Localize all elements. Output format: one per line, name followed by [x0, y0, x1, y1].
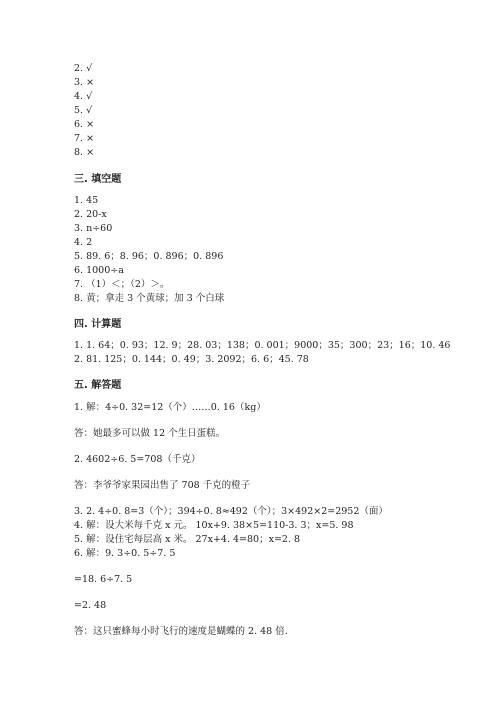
- word-problem-4: 4. 解：设大米每千克 x 元。 10x+9. 38×5=110-3. 3；x=5. 98: [74, 520, 354, 531]
- word-problem-5: 5. 解：设住宅每层高 x 米。 27x+4. 4=80；x=2. 8: [74, 534, 301, 545]
- calculation-answer: 2. 81. 125；0. 144；0. 49；3. 2092；6. 6；45. 78: [74, 354, 309, 365]
- word-problem-6-answer: 答：这只蜜蜂每小时飞行的速度是蝴蝶的 2. 48 倍.: [74, 626, 288, 637]
- fill-blank-answer: 4. 2: [74, 237, 93, 248]
- judgement-answer-5: 5. √: [74, 105, 93, 116]
- section-title-word-problems: 五. 解答题: [74, 380, 122, 391]
- judgement-answer-7: 7. ×: [74, 133, 95, 144]
- word-problem-3: 3. 2. 4÷0. 8=3（个）；394÷0. 8≈492（个）；3×492×2=2952（面）: [74, 506, 388, 517]
- judgement-answer-2: 2. √: [74, 63, 93, 74]
- fill-blank-answer: 2. 20-x: [74, 209, 107, 220]
- calculation-answer: 1. 1. 64；0. 93；12. 9；28. 03；138；0. 001；9000；35；300；23；16；10. 46: [74, 340, 451, 351]
- fill-blank-answer: 5. 89. 6；8. 96；0. 896；0. 896: [74, 251, 224, 262]
- word-problem-2: 2. 4602÷6. 5=708（千克）: [74, 454, 201, 465]
- fill-blank-answer: 8. 黄；拿走 3 个黄球；加 3 个白球: [74, 293, 225, 304]
- section-title-calculation: 四. 计算题: [74, 319, 122, 330]
- judgement-answer-6: 6. ×: [74, 119, 95, 130]
- word-problem-6: 6. 解：9. 3÷0. 5÷7. 5: [74, 548, 176, 559]
- word-problem-6-step: =2. 48: [74, 600, 107, 611]
- word-problem-1: 1. 解：4÷0. 32=12（个）……0. 16（kg）: [74, 402, 266, 413]
- judgement-answer-3: 3. ×: [74, 77, 95, 88]
- judgement-answer-4: 4. √: [74, 91, 93, 102]
- word-problem-6-step: =18. 6÷7. 5: [74, 574, 133, 585]
- section-title-fill-blank: 三. 填空题: [74, 174, 122, 185]
- judgement-answer-8: 8. ×: [74, 147, 95, 158]
- fill-blank-answer: 6. 1000÷a: [74, 265, 124, 276]
- word-problem-1-answer: 答：她最多可以做 12 个生日蛋糕。: [74, 428, 226, 439]
- fill-blank-answer: 3. n÷60: [74, 223, 113, 234]
- fill-blank-answer: 1. 45: [74, 195, 99, 206]
- fill-blank-answer: 7. （1）＜；（2）＞。: [74, 279, 170, 290]
- word-problem-2-answer: 答：李爷爷家果园出售了 708 千克的橙子: [74, 480, 251, 491]
